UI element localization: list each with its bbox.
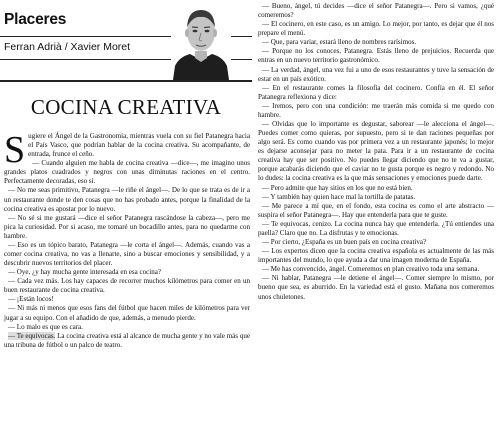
- section-title: Placeres: [4, 11, 67, 28]
- article-body-left: [4, 129, 250, 350]
- drop-cap: S: [4, 129, 26, 171]
- header-rule: [0, 80, 252, 82]
- article-paragraph: — Oye, ¿y hay mucha gente interesada en esa cocina?: [8, 268, 162, 277]
- article-paragraph: [4, 129, 250, 171]
- article-paragraph: — El cocinero, en este caso, es un amigo. Lo mejor, por tanto, es dejar que él nos prepare el menú.: [258, 20, 494, 38]
- article-paragraph: — Te equivocas, cenizo. La cocina nunca hay que entenderla. ¿Tú entiendes una paella? Claro que no. La disfrutas y te emocionas.: [258, 219, 494, 237]
- article-paragraph: — Y también hay quien hace mal la tortilla de patatas.: [262, 192, 416, 201]
- article-paragraph: — Los expertos dicen que la cocina creativa española es actualmente de las más importantes del mundo, lo que ayuda a dar una imagen moderna de España.: [258, 247, 494, 265]
- article-paragraph: — Cuando alguien me habla de cocina creativa —dice—, me imagino unos grandes platos cuadrados y negros con unas diminutas raciones en el centro. Perfectamente decoradas, eso sí.: [4, 159, 250, 186]
- article-paragraph: — La verdad, ángel, una vez fui a uno de esos restaurantes y tuve la sensación de estar en un país exótico.: [258, 65, 494, 83]
- paragraph-text: ugiere el Ángel de la Gastronomía, mientras vuela con su fiel Patanegra hacia el País Vasco, que podrían hablar de la cocina creativa. Su acompañante, de entrada, frunce el ceño.: [28, 132, 250, 159]
- article-paragraph: — Por cierto, ¿España es un buen país en cocina creativa?: [262, 238, 427, 247]
- article-paragraph: — Me has convencido, ángel. Comeremos en plan creativo toda una semana.: [262, 265, 480, 274]
- highlighted-text: — Te equivocas.: [8, 331, 56, 340]
- article-paragraph: — Ni hablar, Patanegra —le detiene el ángel—. Comer siempre lo mismo, por bueno que sea, es aburrido. En la variedad está el gusto. Mañana nos comeremos unos chuletones.: [258, 274, 494, 301]
- article-title: COCINA CREATIVA: [30, 95, 222, 119]
- article-paragraph: — Ni más ni menos que esos fans del fútbol que hacen miles de kilómetros para ver jugar a su equipo. Con el añadido de que, además, a menudo pierde.: [4, 304, 250, 322]
- author-portrait: [171, 0, 231, 80]
- article-paragraph: — Cada vez más. Los hay capaces de recorrer muchos kilómetros para comer en un buen restaurante de cocina creativa.: [4, 277, 250, 295]
- article-paragraph: [4, 332, 250, 350]
- article-paragraph: — No sé si me gustará —dice el señor Patanegra rascándose la cabeza—, pero me pica la curiosidad. Por si acaso, me tomaré un bocadillo antes, para no quedarme con hambre.: [4, 213, 250, 240]
- article-paragraph: — No me seas primitivo, Patanegra —le riñe el ángel—. De lo que se trata es de ir a un restaurante donde te den cosas que no has probado antes, porque la finalidad de la cocina creativa es apostar por lo nuevo.: [4, 186, 250, 213]
- article-paragraph: — Lo malo es que es cara.: [8, 322, 83, 331]
- article-paragraph: — Porque no los conoces, Patanegra. Estás lleno de prejuicios. Recuerda que entras en un nuevo territorio gastronómico.: [258, 47, 494, 65]
- paragraph-text: La cocina creativa está al alcance de mucha gente y no vale más que una tribuna de fútbol o un palco de teatro.: [4, 331, 250, 349]
- column-header: [0, 0, 252, 80]
- article-body-right: [258, 2, 494, 302]
- article-paragraph: — Iremos, pero con una condición: me traerán más comida si me quedo con hambre.: [258, 101, 494, 119]
- article-paragraph: — Pero admite que hay sitios en los que no está bien.: [262, 183, 413, 192]
- left-column: [0, 0, 252, 349]
- byline: Ferran Adrià / Xavier Moret: [4, 41, 131, 53]
- article-paragraph: — En el restaurante comes la filosofía del cocinero. Confía en él. El señor Patanegra reflexiona y dice:: [258, 83, 494, 101]
- article-paragraph: — Bueno, ángel, tú decides —dice el señor Patanegra—. Pero si vamos, ¿qué comeremos?: [258, 2, 494, 20]
- article-paragraph: — Me parece a mí que, en el fondo, esta cocina es como el arte abstracto —suspira el señor Patanegra—. Hay que entenderla para que te guste.: [258, 201, 494, 219]
- article-paragraph: — Que, para variar, estará lleno de nombres rarísimos.: [262, 38, 417, 47]
- article-paragraph: — Olvidas que lo importante es degustar, saborear —le alecciona el ángel—. Puedes comer como quieras, por supuesto, pero si te dan raciones pequeñas por algo será. Es como cuando vas por primera vez a un restaurante japonés; lo mejor es dejarse aconsejar para no meter la pata. Para ir a un restaurante de cocina creativa hay que ser positivo. No puedes llegar diciendo que no te va a gustar, porque acabarás diciendo que el caviar no te gusta porque es negro y redondo. No lo dudes: la cocina creativa es la que más sensaciones y emociones puede darte.: [258, 120, 494, 183]
- article-paragraph: — Eso es un tópico barato, Patanegra —le corta el ángel—. Además, cuando vas a comer cocina creativa, no vas a llenarte, sino a buscar emociones y sensibilidad, y a descubrir nuevos territorios del placer.: [4, 240, 250, 268]
- article-paragraph: — ¡Están locos!: [8, 295, 54, 304]
